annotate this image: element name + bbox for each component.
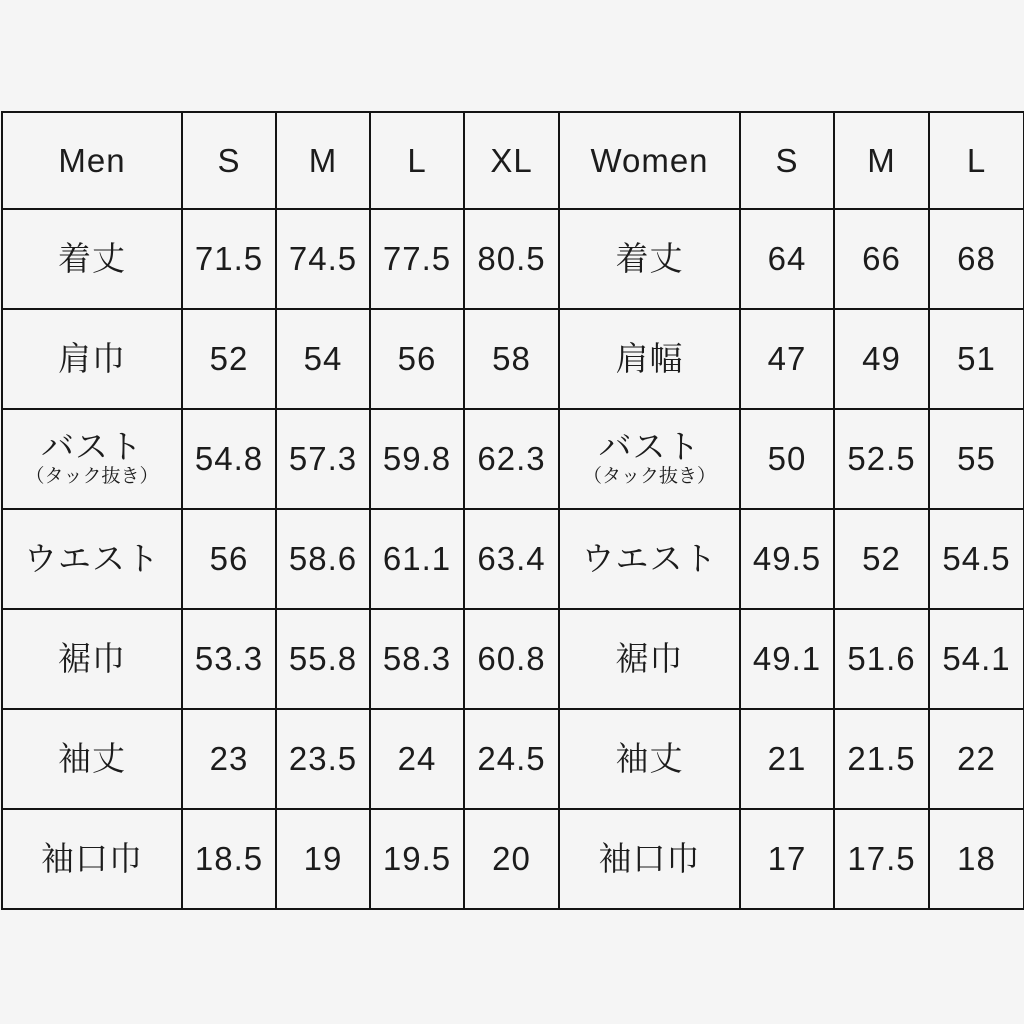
value-cell: 49.5 — [740, 509, 834, 609]
row-label: 袖口巾 — [41, 839, 143, 877]
row-label-cell — [2, 209, 182, 309]
table-row — [2, 309, 1024, 409]
value-cell: 52.5 — [834, 409, 929, 509]
value-cell: 77.5 — [370, 209, 464, 309]
header-cell: L — [929, 112, 1024, 209]
header-cell: M — [276, 112, 370, 209]
value-cell: 56 — [370, 309, 464, 409]
row-label-cell — [559, 509, 740, 609]
row-label: 着丈 — [615, 239, 684, 277]
row-label-cell — [2, 409, 182, 509]
value-cell: 74.5 — [276, 209, 370, 309]
value-cell: 51 — [929, 309, 1024, 409]
value-cell: 80.5 — [464, 209, 559, 309]
value-cell: 20 — [464, 809, 559, 909]
table-row — [2, 609, 1024, 709]
value-cell: 17.5 — [834, 809, 929, 909]
table-row — [2, 809, 1024, 909]
header-cell: M — [834, 112, 929, 209]
table-row — [2, 709, 1024, 809]
row-label-sub: （タック抜き） — [582, 466, 716, 488]
row-label-cell — [559, 409, 740, 509]
header-cell: S — [182, 112, 276, 209]
value-cell: 64 — [740, 209, 834, 309]
value-cell: 53.3 — [182, 609, 276, 709]
value-cell: 61.1 — [370, 509, 464, 609]
value-cell: 54 — [276, 309, 370, 409]
value-cell: 49.1 — [740, 609, 834, 709]
row-label-cell — [559, 709, 740, 809]
value-cell: 71.5 — [182, 209, 276, 309]
value-cell: 50 — [740, 409, 834, 509]
value-cell: 24.5 — [464, 709, 559, 809]
value-cell: 18.5 — [182, 809, 276, 909]
value-cell: 55 — [929, 409, 1024, 509]
row-label: 裾巾 — [615, 639, 684, 677]
row-label-cell — [2, 309, 182, 409]
value-cell: 17 — [740, 809, 834, 909]
value-cell: 23 — [182, 709, 276, 809]
value-cell: 58 — [464, 309, 559, 409]
value-cell: 19 — [276, 809, 370, 909]
value-cell: 24 — [370, 709, 464, 809]
value-cell: 23.5 — [276, 709, 370, 809]
header-cell: S — [740, 112, 834, 209]
value-cell: 60.8 — [464, 609, 559, 709]
row-label-cell — [559, 609, 740, 709]
row-label-cell — [559, 209, 740, 309]
size-chart-table — [1, 111, 1024, 910]
row-label: 袖丈 — [58, 739, 126, 777]
row-label: ウエスト — [581, 539, 718, 577]
row-label: 着丈 — [58, 239, 126, 277]
row-label: 袖口巾 — [598, 839, 701, 877]
row-label-cell — [2, 609, 182, 709]
value-cell: 47 — [740, 309, 834, 409]
row-label-cell — [2, 809, 182, 909]
row-label-cell — [2, 709, 182, 809]
value-cell: 54.8 — [182, 409, 276, 509]
row-label: 肩幅 — [615, 339, 684, 377]
header-cell: Men — [2, 112, 182, 209]
table-row — [2, 509, 1024, 609]
value-cell: 56 — [182, 509, 276, 609]
size-chart-header-row — [2, 112, 1024, 209]
value-cell: 59.8 — [370, 409, 464, 509]
value-cell: 58.6 — [276, 509, 370, 609]
value-cell: 55.8 — [276, 609, 370, 709]
row-label-sub: （タック抜き） — [25, 466, 159, 488]
value-cell: 54.5 — [929, 509, 1024, 609]
row-label: 裾巾 — [58, 639, 126, 677]
value-cell: 52 — [834, 509, 929, 609]
value-cell: 66 — [834, 209, 929, 309]
value-cell: 57.3 — [276, 409, 370, 509]
value-cell: 62.3 — [464, 409, 559, 509]
row-label: 袖丈 — [615, 739, 684, 777]
header-cell: L — [370, 112, 464, 209]
value-cell: 21 — [740, 709, 834, 809]
size-chart-body — [2, 209, 1024, 909]
row-label-cell — [2, 509, 182, 609]
value-cell: 58.3 — [370, 609, 464, 709]
row-label: 肩巾 — [58, 339, 126, 377]
value-cell: 19.5 — [370, 809, 464, 909]
table-row — [2, 209, 1024, 309]
header-cell: Women — [559, 112, 740, 209]
value-cell: 63.4 — [464, 509, 559, 609]
value-cell: 49 — [834, 309, 929, 409]
row-label-cell — [559, 809, 740, 909]
value-cell: 22 — [929, 709, 1024, 809]
table-row — [2, 409, 1024, 509]
row-label: ウエスト — [24, 539, 160, 577]
value-cell: 21.5 — [834, 709, 929, 809]
value-cell: 54.1 — [929, 609, 1024, 709]
header-cell: XL — [464, 112, 559, 209]
value-cell: 18 — [929, 809, 1024, 909]
row-label: バスト — [598, 427, 701, 465]
row-label: バスト — [41, 427, 143, 465]
value-cell: 51.6 — [834, 609, 929, 709]
value-cell: 68 — [929, 209, 1024, 309]
value-cell: 52 — [182, 309, 276, 409]
row-label-cell — [559, 309, 740, 409]
